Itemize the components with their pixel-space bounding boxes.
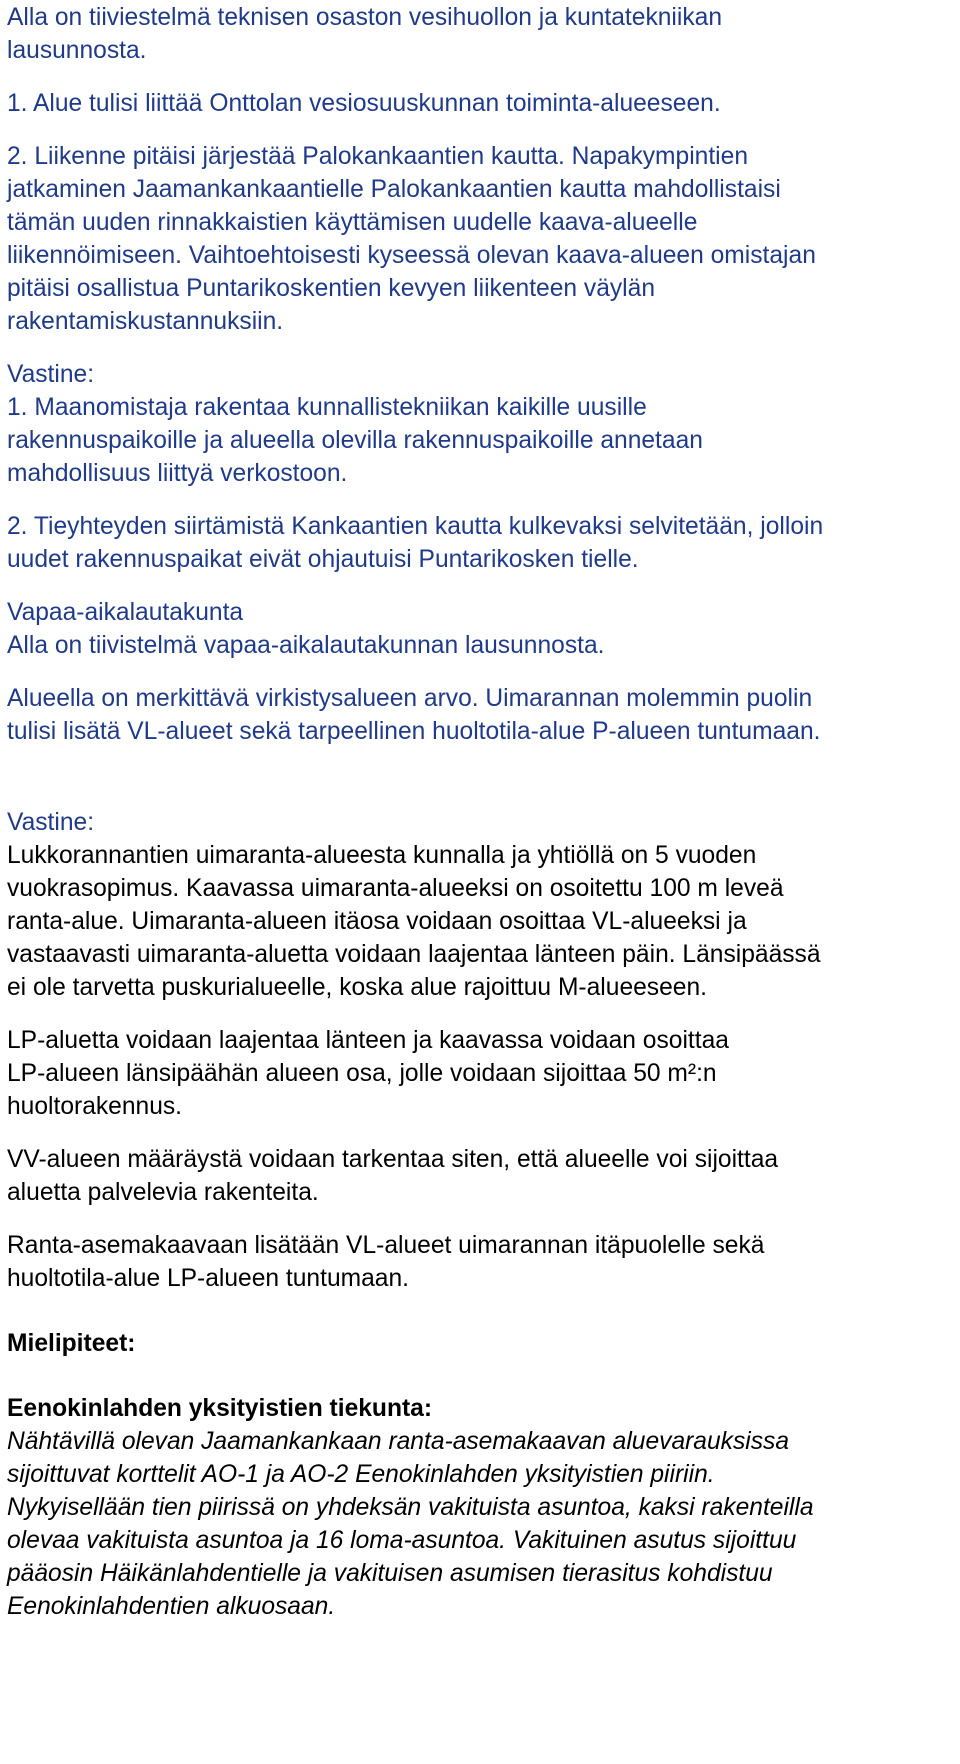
leisure-summary: Alla on tiivistelmä vapaa-aikalautakunnan lausunnosta. [7, 632, 605, 659]
response-paragraph-4: Ranta-asemakaavaan lisätään VL-alueet uimarannan itäpuolelle sekä huoltotila-alue LP-alueen tuntumaan. [7, 1232, 765, 1292]
response-item-1: 1. Maanomistaja rakentaa kunnallistekniikan kaikille uusille rakennuspaikoille ja alueella olevilla rakennuspaikoille annetaan mahdollisuus liittyä verkostoon. [7, 394, 703, 487]
association-heading: Eenokinlahden yksityistien tiekunta: [7, 1395, 433, 1422]
response-heading-1: Vastine: [7, 361, 95, 388]
statement-item-1: 1. Alue tulisi liittää Onttolan vesiosuuskunnan toiminta-alueeseen. [7, 90, 721, 117]
leisure-text: Alueella on merkittävä virkistysalueen arvo. Uimarannan molemmin puolin tulisi lisätä VL-alueet sekä tarpeellinen huoltotila-alue P-alueen tuntumaan. [7, 685, 821, 745]
opinions-heading: Mielipiteet: [7, 1330, 136, 1357]
document-page [7, 0, 953, 1623]
leisure-heading: Vapaa-aikalautakunta [7, 599, 244, 626]
association-text: Nähtävillä olevan Jaamankankaan ranta-asemakaavan aluevarauksissa sijoittuvat korttelit AO-1 ja AO-2 Eenokinlahden yksityistien piiriin. Nykyisellään tien piirissä on yhdeksän vakituista asuntoa, kaksi rakenteilla olevaa vakituista asuntoa ja 16 loma-asuntoa. Vakituinen asutus sijoittuu pääosin Häikänlahdentielle ja vakituisen asumisen tierasitus kohdistuu Eenokinlahdentien alkuosaan. [7, 1428, 814, 1620]
intro-paragraph: Alla on tiiviestelmä teknisen osaston vesihuollon ja kuntatekniikan lausunnosta. [7, 4, 722, 64]
response-paragraph-2: LP-aluetta voidaan laajentaa länteen ja kaavassa voidaan osoittaa LP-alueen länsipäähän alueen osa, jolle voidaan sijoittaa 50 m²:n huoltorakennus. [7, 1027, 729, 1120]
response-item-2: 2. Tieyhteyden siirtämistä Kankaantien kautta kulkevaksi selvitetään, jolloin uudet rakennuspaikat eivät ohjautuisi Puntarikosken tielle. [7, 513, 824, 573]
response-paragraph-1: Lukkorannantien uimaranta-alueesta kunnalla ja yhtiöllä on 5 vuoden vuokrasopimus. Kaavassa uimaranta-alueeksi on osoitettu 100 m leveä ranta-alue. Uimaranta-alueen itäosa voidaan osoittaa VL-alueeksi ja vastaavasti uimaranta-aluetta voidaan laajentaa länteen päin. Länsipäässä ei ole tarvetta puskurialueelle, koska alue rajoittuu M-alueeseen. [7, 842, 821, 1001]
response-heading-2: Vastine: [7, 809, 95, 836]
response-paragraph-3: VV-alueen määräystä voidaan tarkentaa siten, että alueelle voi sijoittaa aluetta palvelevia rakenteita. [7, 1146, 779, 1206]
statement-item-2: 2. Liikenne pitäisi järjestää Palokankaantien kautta. Napakympintien jatkaminen Jaamankankaantielle Palokankaantien kautta mahdollistaisi tämän uuden rinnakkaistien käyttämisen uudelle kaava-alueelle liikennöimiseen. Vaihtoehtoisesti kyseessä olevan kaava-alueen omistajan pitäisi osallistua Puntarikoskentien kevyen liikenteen väylän rakentamiskustannuksiin. [7, 143, 816, 335]
